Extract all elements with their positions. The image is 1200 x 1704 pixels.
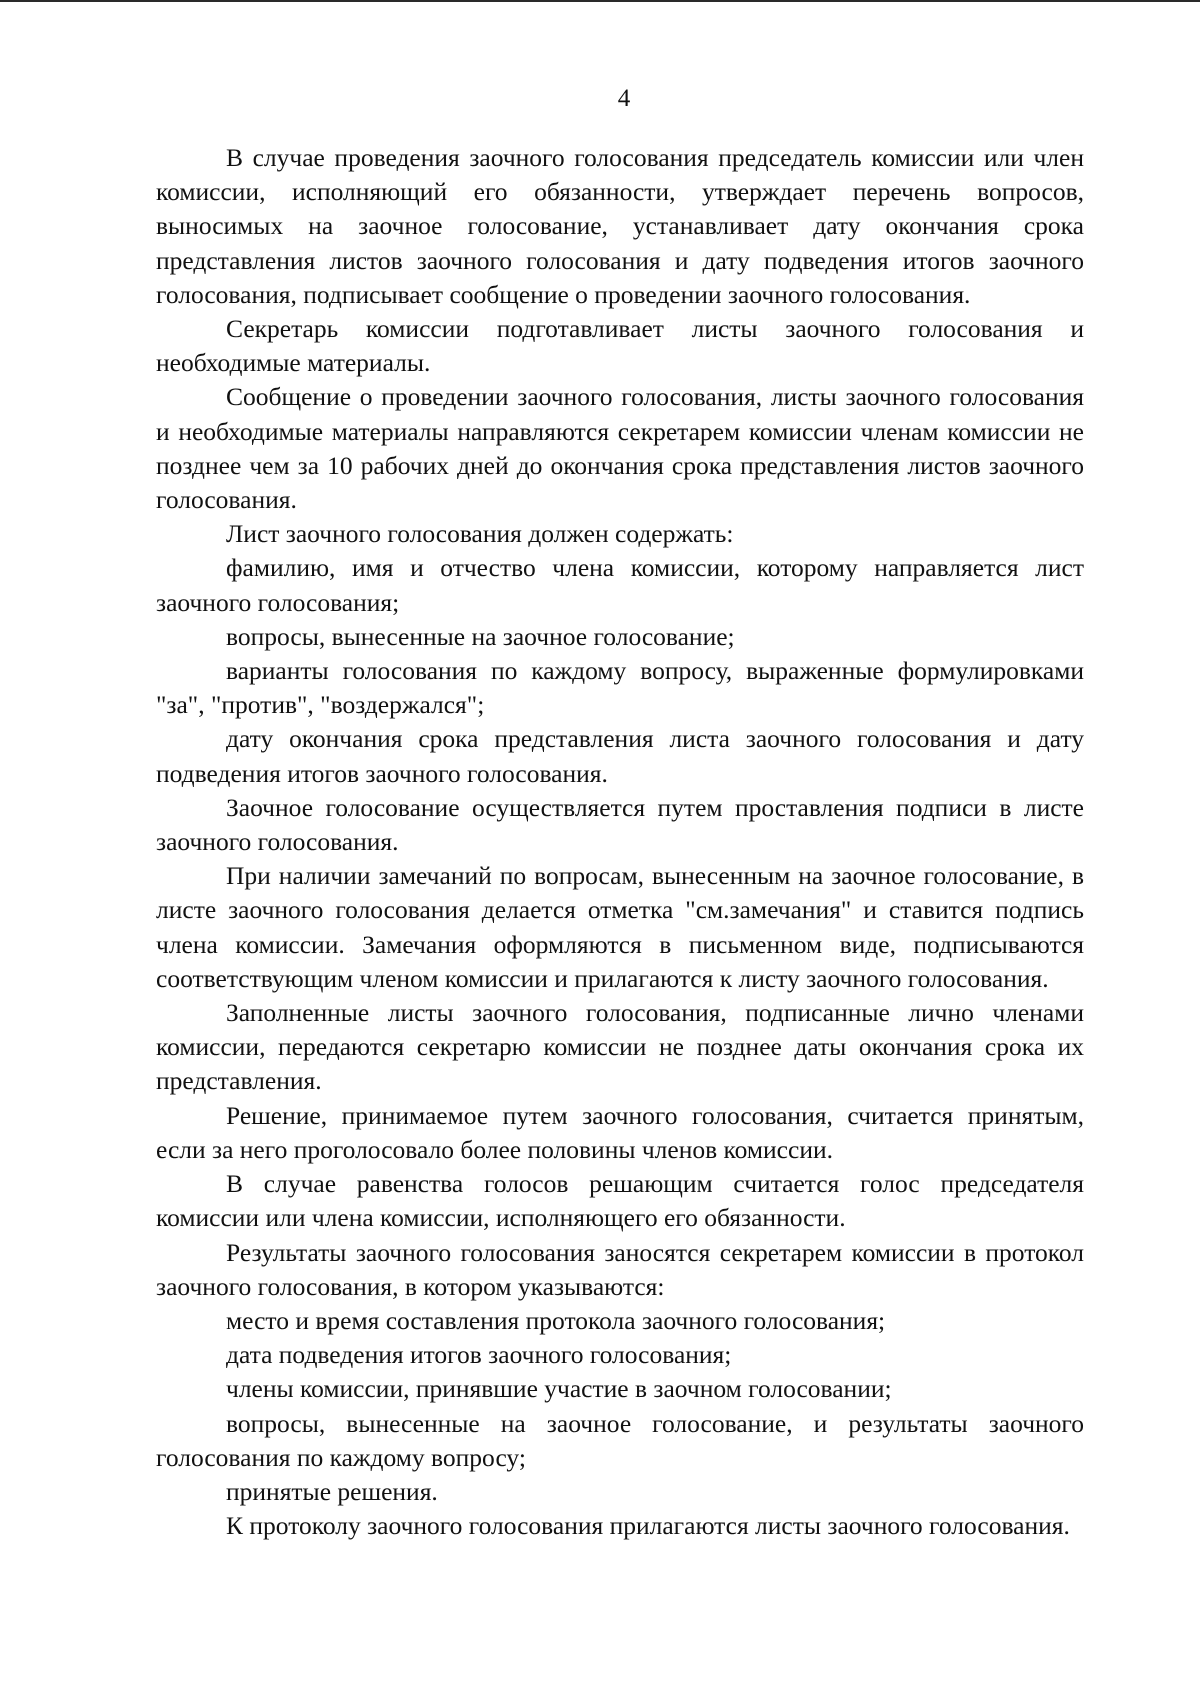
scan-edge-line bbox=[0, 0, 1200, 2]
paragraph: Заочное голосование осуществляется путем проставления подписи в листе заочного голосования. bbox=[156, 792, 1084, 857]
paragraph: Решение, принимаемое путем заочного голосования, считается принятым, если за него проголосовало более половины членов комиссии. bbox=[156, 1100, 1084, 1164]
paragraph: В случае равенства голосов решающим считается голос председателя комиссии или члена комиссии, исполняющего его обязанности. bbox=[156, 1169, 1084, 1233]
list-item: вопросы, вынесенные на заочное голосование, и результаты заочного голосования по каждому вопросу; bbox=[156, 1408, 1084, 1472]
list-item: фамилию, имя и отчество члена комиссии, которому направляется лист заочного голосования; bbox=[156, 553, 1084, 617]
list-item: члены комиссии, принявшие участие в заочном голосовании; bbox=[226, 1374, 892, 1404]
list-item: дата подведения итогов заочного голосования; bbox=[226, 1340, 732, 1370]
paragraph: Сообщение о проведении заочного голосования, листы заочного голосования и необходимые материалы направляются секретарем комиссии членам комиссии не позднее чем за 10 рабочих дней до окончания срока представления листов заочного голосования. bbox=[156, 382, 1084, 515]
list-item: варианты голосования по каждому вопросу, выраженные формулировками "за", "против", "воздержался"; bbox=[156, 656, 1084, 720]
list-item: дату окончания срока представления листа заочного голосования и дату подведения итогов заочного голосования. bbox=[156, 724, 1084, 788]
paragraph: Секретарь комиссии подготавливает листы заочного голосования и необходимые материалы. bbox=[156, 314, 1084, 378]
document-body bbox=[156, 141, 1084, 1543]
paragraph: Результаты заочного голосования заносятся секретарем комиссии в протокол заочного голосования, в котором указываются: bbox=[156, 1237, 1084, 1301]
paragraph: В случае проведения заочного голосования председатель комиссии или член комиссии, исполняющий его обязанности, утверждает перечень вопросов, выносимых на заочное голосование, устанавливает дату окончания срока представления листов заочного голосования и дату подведения итогов заочного голосования, подписывает сообщение о проведении заочного голосования. bbox=[156, 143, 1084, 309]
list-item: принятые решения. bbox=[226, 1476, 438, 1506]
list-item: место и время составления протокола заочного голосования; bbox=[226, 1305, 886, 1335]
paragraph: При наличии замечаний по вопросам, вынесенным на заочное голосование, в листе заочного голосования делается отметка "см.замечания" и ставится подпись члена комиссии. Замечания оформляются в письменном виде, подписываются соответствующим членом комиссии и прилагаются к листу заочного голосования. bbox=[156, 861, 1084, 993]
page-number: 4 bbox=[617, 85, 631, 112]
paragraph: Заполненные листы заочного голосования, подписанные лично членами комиссии, передаются секретарю комиссии не позднее даты окончания срока их представления. bbox=[156, 998, 1084, 1096]
paragraph: К протоколу заочного голосования прилагаются листы заочного голосования. bbox=[226, 1511, 1070, 1541]
list-item: вопросы, вынесенные на заочное голосование; bbox=[226, 621, 735, 651]
paragraph: Лист заочного голосования должен содержать: bbox=[226, 519, 734, 549]
